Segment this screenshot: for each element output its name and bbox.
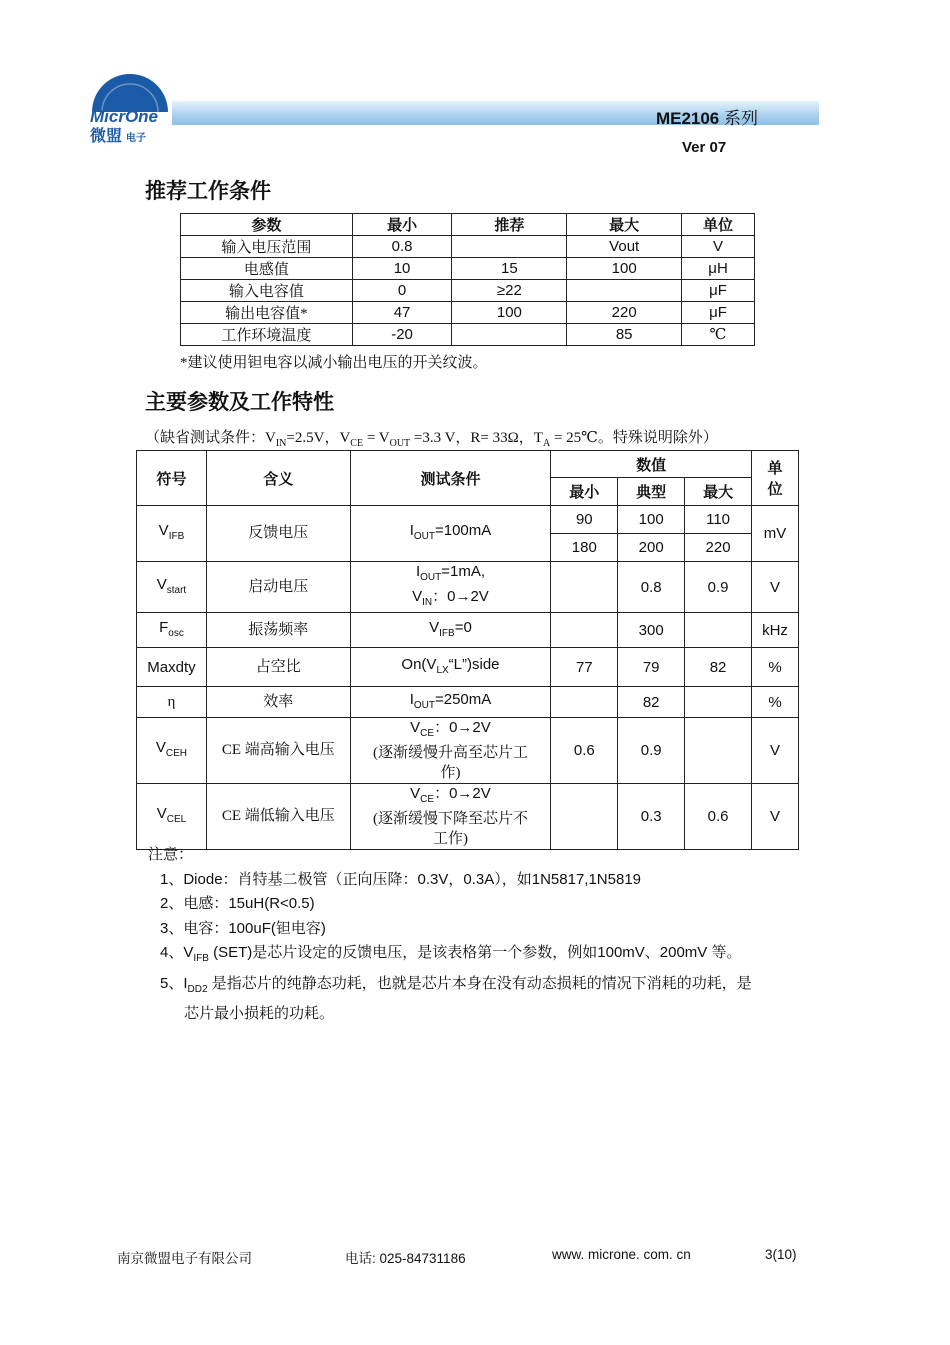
- footer-page-number: 3(10): [765, 1247, 797, 1262]
- min-cell: [551, 562, 618, 613]
- condition-cell: $On(V_{LX}“L”)side$: [350, 648, 551, 687]
- min-cell: [551, 687, 618, 718]
- min-cell: -20: [352, 324, 452, 346]
- max-cell: 110: [685, 506, 752, 534]
- footer-website: www. microne. com. cn: [552, 1247, 691, 1262]
- symbol-cell: $V_{IFB}$: [137, 506, 207, 562]
- min-cell: 10: [352, 258, 452, 280]
- condition-cell: $I_{OUT}=250mA$: [350, 687, 551, 718]
- max-cell: [685, 687, 752, 718]
- rec-cell: 15: [452, 258, 567, 280]
- meaning-cell: 占空比: [206, 648, 350, 687]
- note-item-continued: 芯片最小损耗的功耗。: [184, 1005, 335, 1022]
- max-cell: [685, 613, 752, 648]
- table-row: [181, 280, 755, 302]
- header-symbol: 符号: [137, 451, 207, 506]
- header-cell: 最小: [352, 214, 452, 236]
- max-cell: [685, 718, 752, 784]
- microne-logo: [88, 72, 172, 144]
- note-item: 5、$I_{DD2}$ 是指芯片的纯静态功耗，也就是芯片本身在没有动态损耗的情况下消耗的功耗，是: [160, 974, 752, 995]
- header-typ: 典型: [618, 478, 685, 506]
- min-cell: 77: [551, 648, 618, 687]
- max-cell: 0.6: [685, 784, 752, 850]
- default-test-conditions: （缺省测试条件：$V_{IN}=2.5V$，$V_{CE} = V_{OUT} =3.3$ V，R= 33Ω，$T_A$ = 25℃。特殊说明除外）: [145, 430, 718, 449]
- table-row: [181, 324, 755, 346]
- meaning-cell: CE 端低输入电压: [206, 784, 350, 850]
- typ-cell: 100: [618, 506, 685, 534]
- symbol-cell: $V_{CEL}$: [137, 784, 207, 850]
- rec-cell: 100: [452, 302, 567, 324]
- min-cell: 180: [551, 534, 618, 562]
- min-cell: 0.8: [352, 236, 452, 258]
- typ-cell: 0.3: [618, 784, 685, 850]
- note-item: 4、$V_{IFB}$ (SET)是芯片设定的反馈电压，是该表格第一个参数，例如100mV、200mV 等。: [160, 944, 742, 964]
- footer-company: 南京微盟电子有限公司: [117, 1251, 252, 1266]
- condition-cell: $I_{OUT}=100mA$: [350, 506, 551, 562]
- svg-text:MicrOne: MicrOne: [90, 107, 159, 126]
- condition-cell: $V_{IFB}=0$: [350, 613, 551, 648]
- series-title: ME2106 系列: [655, 109, 758, 128]
- table-header-row: [181, 214, 755, 236]
- param-cell: 工作环境温度: [181, 324, 353, 346]
- note-item: 2、电感：15uH(R<0.5): [160, 895, 315, 912]
- table-header-row: [137, 451, 799, 478]
- meaning-cell: 效率: [206, 687, 350, 718]
- min-cell: [551, 613, 618, 648]
- header-condition: 测试条件: [350, 451, 551, 506]
- min-cell: 90: [551, 506, 618, 534]
- min-cell: 0: [352, 280, 452, 302]
- symbol-cell: Maxdty: [137, 648, 207, 687]
- min-cell: 0.6: [551, 718, 618, 784]
- symbol-cell: $F_{osc}$: [137, 613, 207, 648]
- min-cell: [551, 784, 618, 850]
- typ-cell: 79: [618, 648, 685, 687]
- unit-cell: μF: [682, 280, 755, 302]
- unit-cell: ℃: [682, 324, 755, 346]
- max-cell: 220: [567, 302, 682, 324]
- recommended-conditions-table: [180, 213, 755, 346]
- unit-cell: kHz: [752, 613, 799, 648]
- header-cell: 单位: [682, 214, 755, 236]
- typ-cell: 0.8: [618, 562, 685, 613]
- header-cell: 推荐: [452, 214, 567, 236]
- meaning-cell: 反馈电压: [206, 506, 350, 562]
- unit-cell: V: [682, 236, 755, 258]
- param-cell: 输入电容值: [181, 280, 353, 302]
- condition-cell: $V_{CE}$：0→2V (逐渐缓慢下降至芯片不 工作): [350, 784, 551, 850]
- table-row: [181, 236, 755, 258]
- header-values: 数值: [551, 451, 752, 478]
- svg-text:电子: 电子: [126, 133, 146, 144]
- svg-text:微盟: 微盟: [90, 126, 123, 144]
- unit-cell: μH: [682, 258, 755, 280]
- rec-cell: ≥22: [452, 280, 567, 302]
- table-row: [137, 718, 799, 784]
- note-item: 3、电容：100uF(钽电容): [160, 919, 326, 937]
- param-cell: 输出电容值*: [181, 302, 353, 324]
- header-min: 最小: [551, 478, 618, 506]
- max-cell: 220: [685, 534, 752, 562]
- logo-graphic: [88, 72, 172, 144]
- table-row: [137, 648, 799, 687]
- table-row: [137, 613, 799, 648]
- notes-block: [148, 843, 752, 1027]
- main-parameters-table: [136, 450, 799, 850]
- typ-cell: 0.9: [618, 718, 685, 784]
- version-label: Ver 07: [682, 139, 727, 156]
- condition-cell: $I_{OUT}=1mA$, $V_{IN}$：0→2V: [350, 562, 551, 613]
- notes-heading: 注意：: [148, 847, 194, 863]
- header-cell: 最大: [567, 214, 682, 236]
- max-cell: Vout: [567, 236, 682, 258]
- typ-cell: 300: [618, 613, 685, 648]
- unit-cell: %: [752, 687, 799, 718]
- capacitor-note: *建议使用钽电容以减小输出电压的开关纹波。: [180, 355, 488, 371]
- symbol-cell: $V_{start}$: [137, 562, 207, 613]
- typ-cell: 82: [618, 687, 685, 718]
- footer-phone: 电话: 025-84731186: [345, 1251, 466, 1266]
- header-cell: 参数: [181, 214, 353, 236]
- unit-cell: V: [752, 784, 799, 850]
- meaning-cell: CE 端高输入电压: [206, 718, 350, 784]
- header-unit: 单 位: [752, 451, 799, 506]
- max-cell: 0.9: [685, 562, 752, 613]
- table-row: [181, 302, 755, 324]
- table-row: [137, 562, 799, 613]
- unit-cell: μF: [682, 302, 755, 324]
- table-row: [181, 258, 755, 280]
- unit-cell: V: [752, 718, 799, 784]
- table-row: [137, 687, 799, 718]
- param-cell: 电感值: [181, 258, 353, 280]
- section-title-main-parameters: 主要参数及工作特性: [145, 391, 334, 414]
- min-cell: 47: [352, 302, 452, 324]
- section-title-recommended-conditions: 推荐工作条件: [145, 180, 271, 203]
- meaning-cell: 启动电压: [206, 562, 350, 613]
- unit-cell: %: [752, 648, 799, 687]
- note-item: 1、Diode：肖特基二极管（正向压降：0.3V，0.3A），如1N5817,1N5819: [160, 870, 642, 888]
- table-row: [137, 784, 799, 850]
- symbol-cell: $V_{CEH}$: [137, 718, 207, 784]
- unit-cell: V: [752, 562, 799, 613]
- max-cell: [567, 280, 682, 302]
- header-meaning: 含义: [206, 451, 350, 506]
- meaning-cell: 振荡频率: [206, 613, 350, 648]
- max-cell: 82: [685, 648, 752, 687]
- table-row: [137, 506, 799, 534]
- max-cell: 85: [567, 324, 682, 346]
- symbol-cell: η: [137, 687, 207, 718]
- rec-cell: [452, 236, 567, 258]
- max-cell: 100: [567, 258, 682, 280]
- param-cell: 输入电压范围: [181, 236, 353, 258]
- typ-cell: 200: [618, 534, 685, 562]
- unit-cell: mV: [752, 506, 799, 562]
- header-max: 最大: [685, 478, 752, 506]
- condition-cell: $V_{CE}$：0→2V (逐渐缓慢升高至芯片工 作): [350, 718, 551, 784]
- rec-cell: [452, 324, 567, 346]
